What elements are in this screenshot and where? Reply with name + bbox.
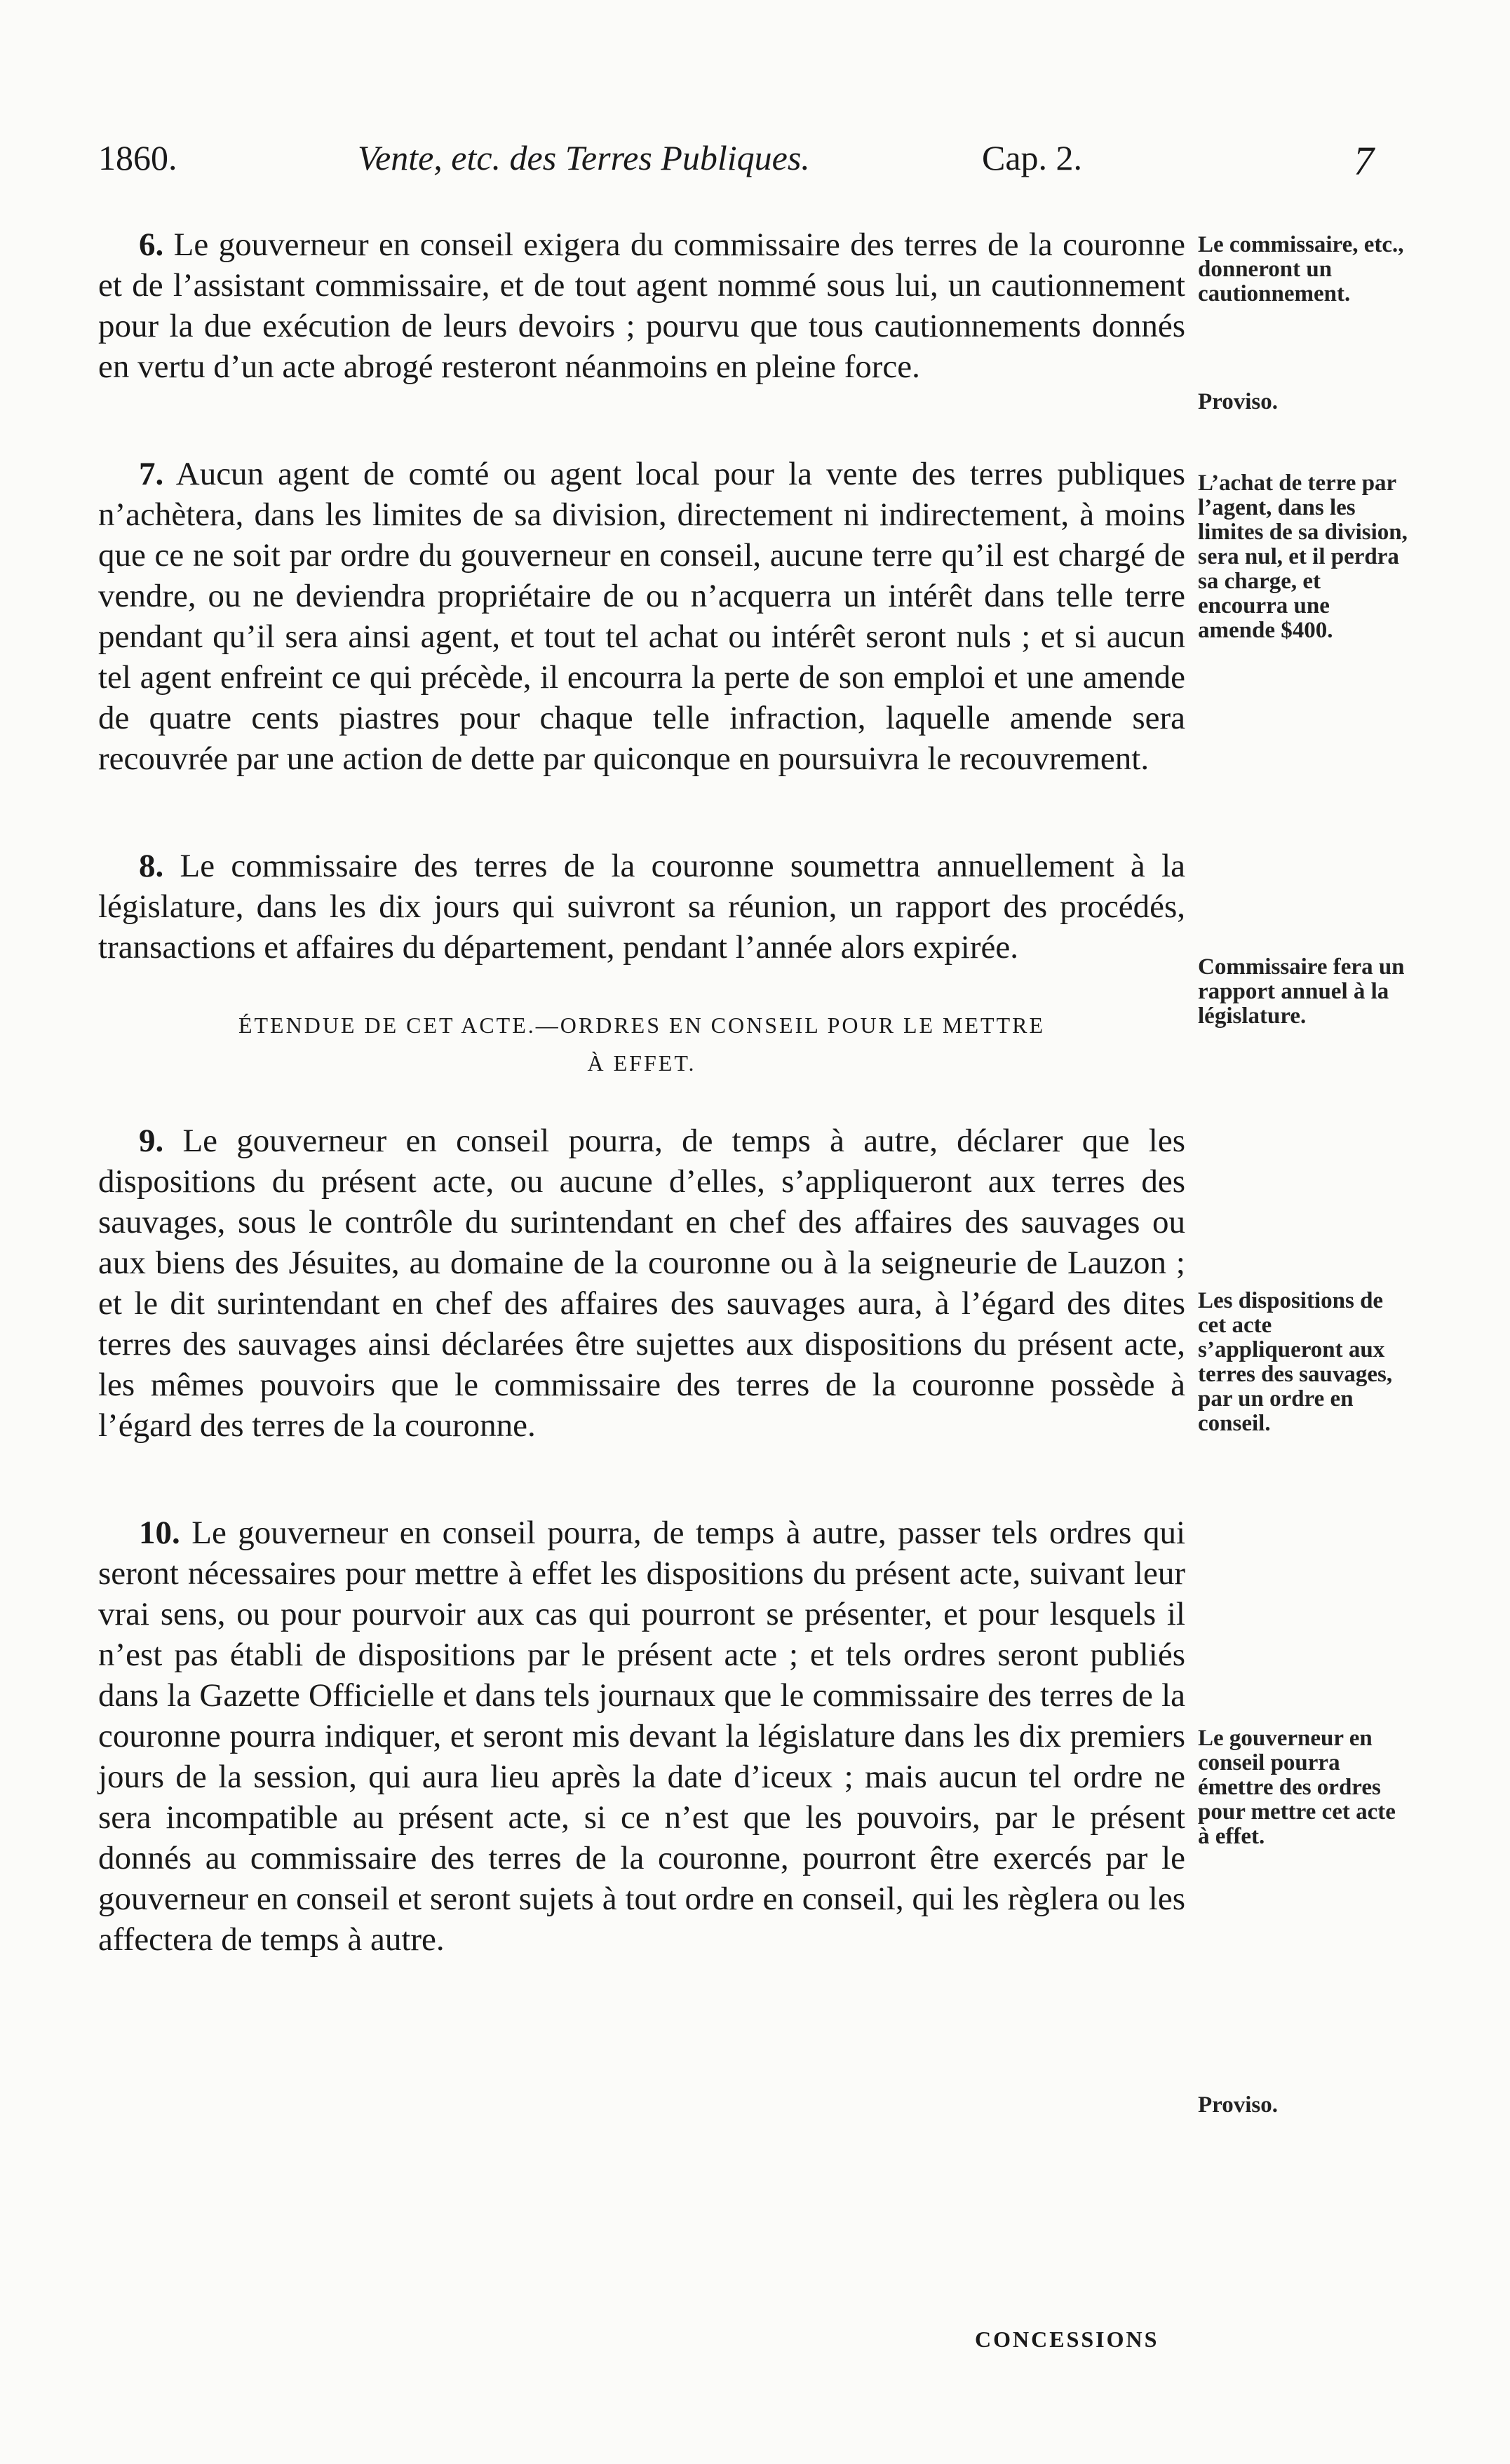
margin-note-8: Commissaire fera un rapport annuel à la législature. xyxy=(1198,954,1405,1029)
heading-line-2: À EFFET. xyxy=(587,1050,696,1076)
header-title: Vente, etc. des Terres Publiques. xyxy=(358,138,810,177)
margin-note-9: Les dispositions de cet acte s’appliqueront aux terres des sauvages, par un ordre en conseil. xyxy=(1198,1288,1393,1436)
catchword: CONCESSIONS xyxy=(975,2327,1159,2352)
section-text: Le commissaire des terres de la couronne soumettra annuellement à la législature, dans les dix jours qui suivront sa réunion, un rapport des procédés, transactions et affaires du département, pendant l’année alors expirée. xyxy=(98,848,1185,966)
section-7 xyxy=(98,454,1185,779)
section-number: 8. xyxy=(139,848,164,884)
section-6 xyxy=(98,224,1185,387)
section-text: Le gouverneur en conseil exigera du commissaire des terres de la couronne et de l’assistant commissaire, et de tout agent nommé sous lui, un cautionnement pour la due exécution de leurs devoirs ; pourvu que tous cautionnements donnés en vertu d’un acte abrogé resteront néanmoins en pleine force. xyxy=(98,226,1185,385)
section-text: Le gouverneur en conseil pourra, de temps à autre, déclarer que les dispositions du présent acte, ou aucune d’elles, s’appliqueront aux terres des sauvages, sous le contrôle du surintendant en chef des affaires des sauvages ou aux biens des Jésuites, au domaine de la couronne ou à la seigneurie de Lauzon ; et le dit surintendant en chef des affaires des sauvages aura, à l’égard des dites terres des sauvages ainsi déclarées être sujettes aux dispositions du présent acte, les mêmes pouvoirs que le commissaire des terres de la couronne possède à l’égard des terres de la couronne. xyxy=(98,1123,1185,1444)
margin-note-10-proviso: Proviso. xyxy=(1198,2092,1278,2118)
heading-line-1: ÉTENDUE DE CET ACTE.—ORDRES EN CONSEIL POUR LE METTRE xyxy=(238,1013,1046,1038)
section-10 xyxy=(98,1512,1185,1960)
section-number: 9. xyxy=(139,1123,164,1159)
section-number: 10. xyxy=(139,1515,180,1551)
header-year: 1860. xyxy=(98,138,177,177)
page-number: 7 xyxy=(1354,138,1374,184)
section-text: Aucun agent de comté ou agent local pour la vente des terres publiques n’achètera, dans les limites de sa division, directement ni indirectement, à moins que ce ne soit par ordre du gouverneur en conseil, aucune terre qu’il est chargé de vendre, ou ne deviendra propriétaire de ou n’acquerra un intérêt dans telle terre pendant qu’il sera ainsi agent, et tout tel achat ou intérêt seront nuls ; et si aucun tel agent enfreint ce qui précède, il encourra la perte de son emploi et une amende de quatre cents piastres pour chaque telle infraction, laquelle amende sera recouvrée par une action de dette par quiconque en poursuivra le recouvrement. xyxy=(98,456,1185,777)
section-heading xyxy=(98,1006,1185,1082)
section-number: 7. xyxy=(139,456,164,492)
margin-note-6: Le commissaire, etc., donneront un cautionnement. xyxy=(1198,232,1404,306)
section-number: 6. xyxy=(139,226,164,263)
margin-note-7: L’achat de terre par l’agent, dans les limites de sa division, sera nul, et il perdra sa charge, et encourra une amende $400. xyxy=(1198,471,1408,643)
margin-note-10: Le gouverneur en conseil pourra émettre des ordres pour mettre cet acte à effet. xyxy=(1198,1726,1396,1849)
header-chapter: Cap. 2. xyxy=(982,138,1083,177)
section-8 xyxy=(98,846,1185,968)
section-9 xyxy=(98,1121,1185,1446)
main-text-column xyxy=(98,224,1185,2026)
margin-note-6-proviso: Proviso. xyxy=(1198,389,1278,414)
running-header xyxy=(98,137,1382,187)
section-text: Le gouverneur en conseil pourra, de temps à autre, passer tels ordres qui seront nécessaires pour mettre à effet les dispositions du présent acte, suivant leur vrai sens, ou pour pourvoir aux cas qui pourront se présenter, et pour lesquels il n’est pas établi de dispositions par le présent acte ; et tels ordres seront publiés dans la Gazette Officielle et dans tels journaux que le commissaire des terres de la couronne pourra indiquer, et seront mis devant la législature dans les dix premiers jours de la session, qui aura lieu après la date d’iceux ; mais aucun tel ordre ne sera incompatible au présent acte, si ce n’est que les pouvoirs, par le présent donnés au commissaire des terres de la couronne, pourront être exercés par le gouverneur en conseil et seront sujets à tout ordre en conseil, qui les règlera ou les affectera de temps à autre. xyxy=(98,1515,1185,1958)
